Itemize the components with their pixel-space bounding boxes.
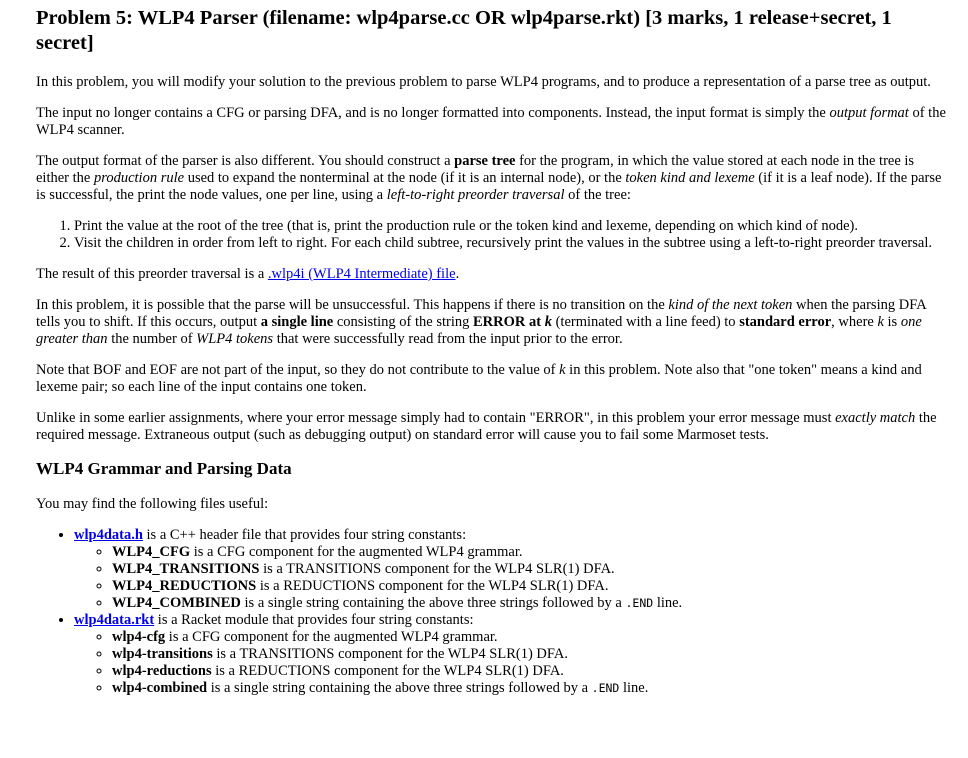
text: is a TRANSITIONS component for the WLP4 SLR(1) DFA. <box>212 646 568 662</box>
text: is a REDUCTIONS component for the WLP4 SLR(1) DFA. <box>256 578 609 594</box>
files-list <box>36 527 948 697</box>
emphasis: kind of the next token <box>668 297 793 313</box>
text: for the program, in which the value stored at each node in the tree is either the <box>36 153 915 186</box>
emphasis: k <box>877 314 884 330</box>
emphasis: one greater than <box>36 314 922 347</box>
list-item <box>112 680 948 697</box>
text: ERROR at <box>473 314 545 330</box>
text: that were successfully read from the input prior to the error. <box>273 331 623 347</box>
constant-name: wlp4-combined <box>112 680 208 696</box>
constant-name: wlp4-transitions <box>112 646 213 662</box>
text: of the tree: <box>564 187 631 203</box>
list-item <box>74 612 948 697</box>
input-format-paragraph <box>36 105 948 139</box>
emphasis-token-kind: token kind and lexeme <box>625 170 755 186</box>
emphasis: WLP4 tokens <box>196 331 274 347</box>
text: is a TRANSITIONS component for the WLP4 SLR(1) DFA. <box>259 561 615 577</box>
text: is a CFG component for the augmented WLP4 grammar. <box>165 629 498 645</box>
intro-paragraph: In this problem, you will modify your solution to the previous problem to parse WLP4 programs, and to produce a representation of a parse tree as output. <box>36 74 931 90</box>
strong-parse-tree: parse tree <box>454 153 516 169</box>
constant-name: WLP4_TRANSITIONS <box>112 561 260 577</box>
strong: standard error <box>739 314 832 330</box>
wlp4i-file-link[interactable]: .wlp4i (WLP4 Intermediate) file <box>267 266 456 282</box>
error-paragraph <box>36 297 948 348</box>
text: line. <box>619 680 649 696</box>
text: of the WLP4 scanner. <box>36 105 946 138</box>
constants-list <box>74 629 948 697</box>
text: The output format of the parser is also different. You should construct a <box>36 153 455 169</box>
text: is a REDUCTIONS component for the WLP4 SLR(1) DFA. <box>211 663 564 679</box>
list-item: 1. Print the value at the root of the tree (that is, print the production rule or the token kind and lexeme, depending on which kind of node). <box>74 218 948 235</box>
text: is a single string containing the above three strings followed by a <box>240 595 626 611</box>
constant-name: wlp4-cfg <box>112 629 166 645</box>
list-item <box>112 544 948 561</box>
emphasis: k <box>559 362 566 378</box>
text: Note that BOF and EOF are not part of the input, so they do not contribute to the value of <box>36 362 560 378</box>
text: In this problem, it is possible that the parse will be unsuccessful. This happens if there is no transition on the <box>36 297 669 313</box>
bof-eof-paragraph <box>36 362 948 396</box>
exact-match-paragraph <box>36 410 948 444</box>
emphasis-traversal: left-to-right preorder traversal <box>386 187 565 203</box>
files-intro: You may find the following files useful: <box>36 496 269 512</box>
list-item <box>112 629 948 646</box>
text: . <box>455 266 460 282</box>
wlp4data-rkt-link[interactable]: wlp4data.rkt <box>74 612 155 628</box>
text: in this problem. Note also that "one token" means a kind and lexeme pair; so each line of the input contains one token. <box>36 362 922 395</box>
emphasis-production-rule: production rule <box>93 170 185 186</box>
emphasis: exactly match <box>835 410 916 426</box>
constant-name: wlp4-reductions <box>112 663 212 679</box>
error-string <box>473 314 552 330</box>
page-title: Problem 5: WLP4 Parser (filename: wlp4parse.cc OR wlp4parse.rkt) [3 marks, 1 release+secret, 1 secret] <box>36 7 892 54</box>
emphasis-output-format: output format <box>829 105 909 121</box>
text: used to expand the nonterminal at the node (if it is an internal node), or the <box>184 170 626 186</box>
constant-name: WLP4_REDUCTIONS <box>112 578 257 594</box>
text: the number of <box>107 331 197 347</box>
list-item <box>112 561 948 578</box>
text: line. <box>653 595 683 611</box>
text: is a C++ header file that provides four string constants: <box>142 527 467 543</box>
text: the required message. Extraneous output (such as debugging output) on standard error will cause you to fail some Marmoset tests. <box>36 410 937 443</box>
constant-name: WLP4_CFG <box>112 544 191 560</box>
text: The result of this preorder traversal is a <box>36 266 268 282</box>
text: The input no longer contains a CFG or parsing DFA, and is no longer formatted into components. Instead, the input format is simply the <box>36 105 830 121</box>
section-heading: WLP4 Grammar and Parsing Data <box>36 459 292 478</box>
strong: a single line <box>260 314 334 330</box>
emphasis: k <box>544 314 552 330</box>
output-format-paragraph <box>36 153 948 204</box>
text: (if it is a leaf node). If the parse is successful, the print the node values, one per line, using a <box>36 170 942 203</box>
list-item <box>74 527 948 612</box>
list-item <box>112 663 948 680</box>
code-end: .END <box>591 681 620 695</box>
traversal-steps <box>36 218 948 252</box>
result-paragraph <box>36 266 948 283</box>
text: (terminated with a line feed) to <box>551 314 740 330</box>
text: , where <box>831 314 878 330</box>
wlp4data-h-link[interactable]: wlp4data.h <box>74 527 143 543</box>
text: is a CFG component for the augmented WLP4 grammar. <box>190 544 523 560</box>
text: consisting of the string <box>333 314 474 330</box>
code-end: .END <box>625 596 654 610</box>
list-item <box>112 578 948 595</box>
list-item <box>112 595 948 612</box>
constants-list <box>74 544 948 612</box>
text: is <box>883 314 901 330</box>
text: when the parsing DFA tells you to shift. If this occurs, output <box>36 297 926 330</box>
list-item: 2. Visit the children in order from left to right. For each child subtree, recursively print the values in the subtree using a left-to-right preorder traversal. <box>74 235 948 252</box>
text: is a Racket module that provides four string constants: <box>154 612 474 628</box>
text: Unlike in some earlier assignments, where your error message simply had to contain "ERROR", in this problem your error message must <box>36 410 836 426</box>
text: is a single string containing the above three strings followed by a <box>207 680 592 696</box>
constant-name: WLP4_COMBINED <box>112 595 241 611</box>
list-item <box>112 646 948 663</box>
